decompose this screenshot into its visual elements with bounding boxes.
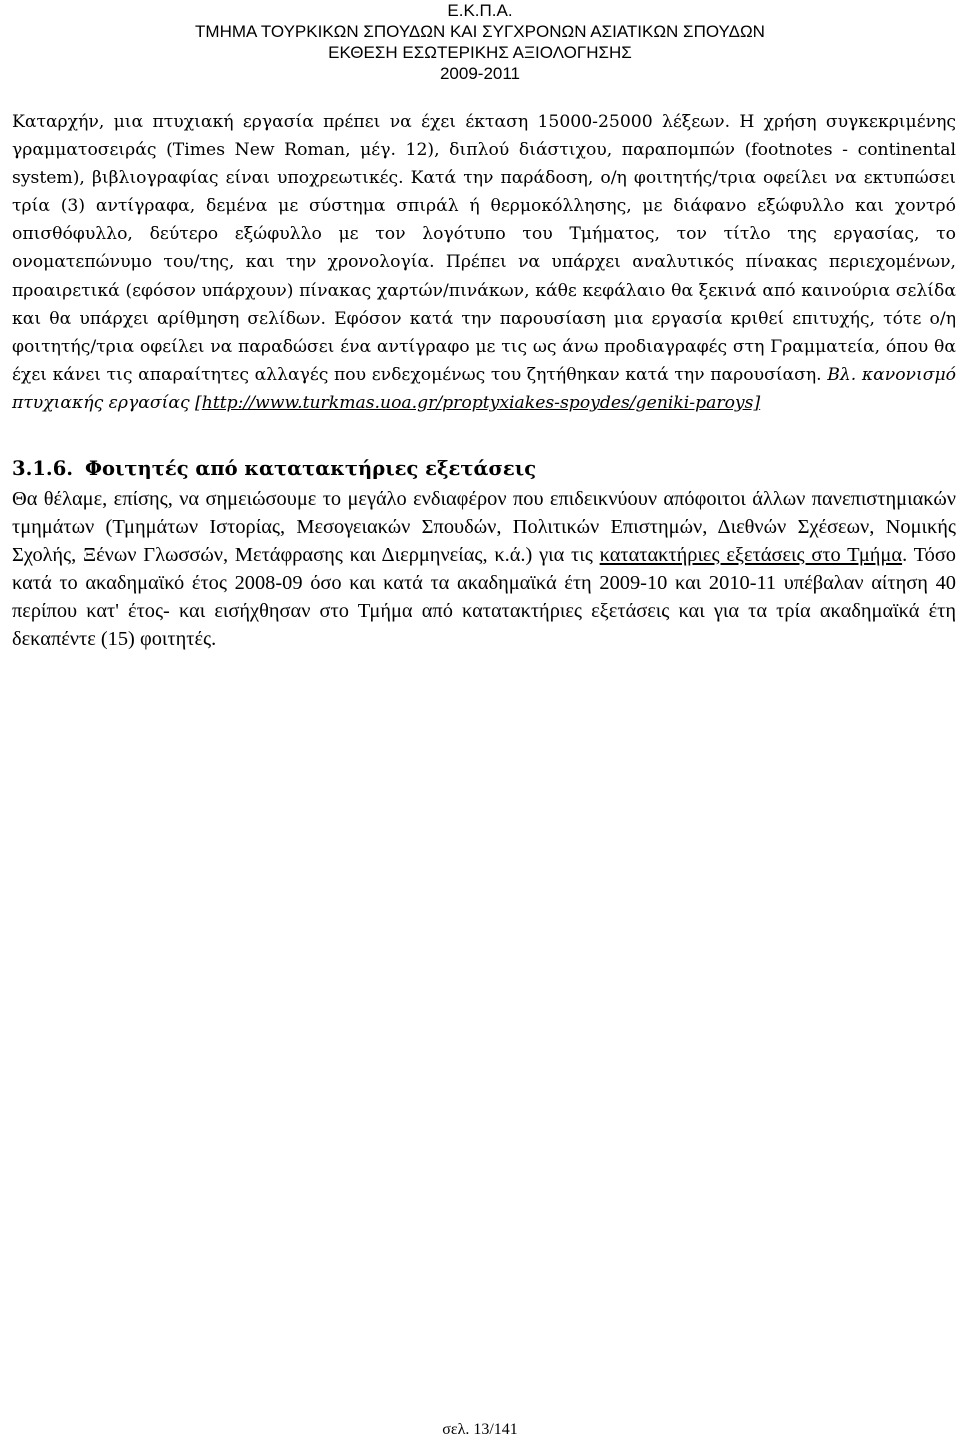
header-period: 2009-2011 (439, 64, 521, 83)
header-report-title: ΕΚΘΕΣΗ ΕΣΩΤΕΡΙΚΗΣ ΑΞΙΟΛΟΓΗΣΗΣ (328, 43, 632, 62)
section-text-end: . Τόσο κατά το ακαδημαϊκό έτος 2008-09 όσο και κατά τα ακαδημαϊκά έτη 2009-10 και 2010-11 υπέβαλαν αίτηση 40 περίπου κατ' έτος- και εισήχθησαν στο Τμήμα από κατατακτήριες εξετάσεις και για τα τρία ακαδημαϊκά έτη δεκαπέντε (15) φοιτητές. (12, 544, 957, 651)
reference-prefix: Βλ. κανονισμό πτυχιακής εργασίας [ (12, 364, 956, 413)
transfer-exams-link[interactable]: κατατακτήριες εξετάσεις στο Τμήμα (599, 544, 903, 567)
document-body (12, 108, 956, 653)
header-institution: Ε.Κ.Π.Α. (447, 1, 513, 20)
reference-link[interactable]: http://www.turkmas.uoa.gr/proptyxiakes-spoydes/geniki-paroys] (201, 392, 761, 413)
section-number: 3.1.6. (12, 457, 74, 481)
section-3-1-6 (12, 453, 956, 653)
section-paragraph (12, 485, 956, 653)
page-header (0, 0, 960, 84)
page-number: σελ. 13/141 (442, 1421, 518, 1438)
section-text-start: Θα θέλαμε, επίσης, να σημειώσουμε το μεγάλο ενδιαφέρον που επιδεικνύουν απόφοιτοι άλλων πανεπιστημιακών τμημάτων (Τμημάτων Ιστορίας, Μεσογειακών Σπουδών, Πολιτικών Επιστημών, Διεθνών Σχέσεων, Νομικής Σχολής, Ξένων Γλωσσών, Μετάφρασης και Διερμηνείας, κ.ά.) για τις (12, 488, 956, 567)
header-department: ΤΜΗΜΑ ΤΟΥΡΚΙΚΩΝ ΣΠΟΥΔΩΝ ΚΑΙ ΣΥΓΧΡΟΝΩΝ ΑΣΙΑΤΙΚΩΝ ΣΠΟΥΔΩΝ (195, 22, 765, 41)
section-title: Φοιτητές από κατατακτήριες εξετάσεις (85, 457, 537, 481)
paragraph-thesis-requirements (12, 108, 956, 417)
section-heading (12, 453, 956, 485)
paragraph-text: Καταρχήν, μια πτυχιακή εργασία πρέπει να έχει έκταση 15000-25000 λέξεων. Η χρήση συγκεκριμένης γραμματοσειράς (Times New Roman, μέγ. 12), διπλού διάστιχου, παραπομπών (footnotes - continental system), βιβλιογραφίας είναι υποχρεωτικές. Κατά την παράδοση, ο/η φοιτητής/τρια οφείλει να εκτυπώσει τρία (3) αντίγραφα, δεμένα με σύστημα σπιράλ ή θερμοκόλλησης, με διάφανο εξώφυλλο και χοντρό οπισθόφυλλο, δεύτερο εξώφυλλο με τον λογότυπο του Τμήματος, τον τίτλο της εργασίας, το ονοματεπώνυμο του/της, και την χρονολογία. Πρέπει να υπάρχει αναλυτικός πίνακας περιεχομένων, προαιρετικά (εφόσον υπάρχουν) πίνακας χαρτών/πινάκων, κάθε κεφάλαιο θα ξεκινά από καινούρια σελίδα και θα υπάρχει αρίθμηση σελίδων. Εφόσον κατά την παρουσίαση μια εργασία κριθεί επιτυχής, τότε ο/η φοιτητής/τρια οφείλει να παραδώσει ένα αντίγραφο με τις ως άνω προδιαγραφές στη Γραμματεία, όπου θα έχει κάνει τις απαραίτητες αλλαγές που ενδεχομένως του ζητήθηκαν κατά την παρουσίαση. (12, 112, 956, 385)
